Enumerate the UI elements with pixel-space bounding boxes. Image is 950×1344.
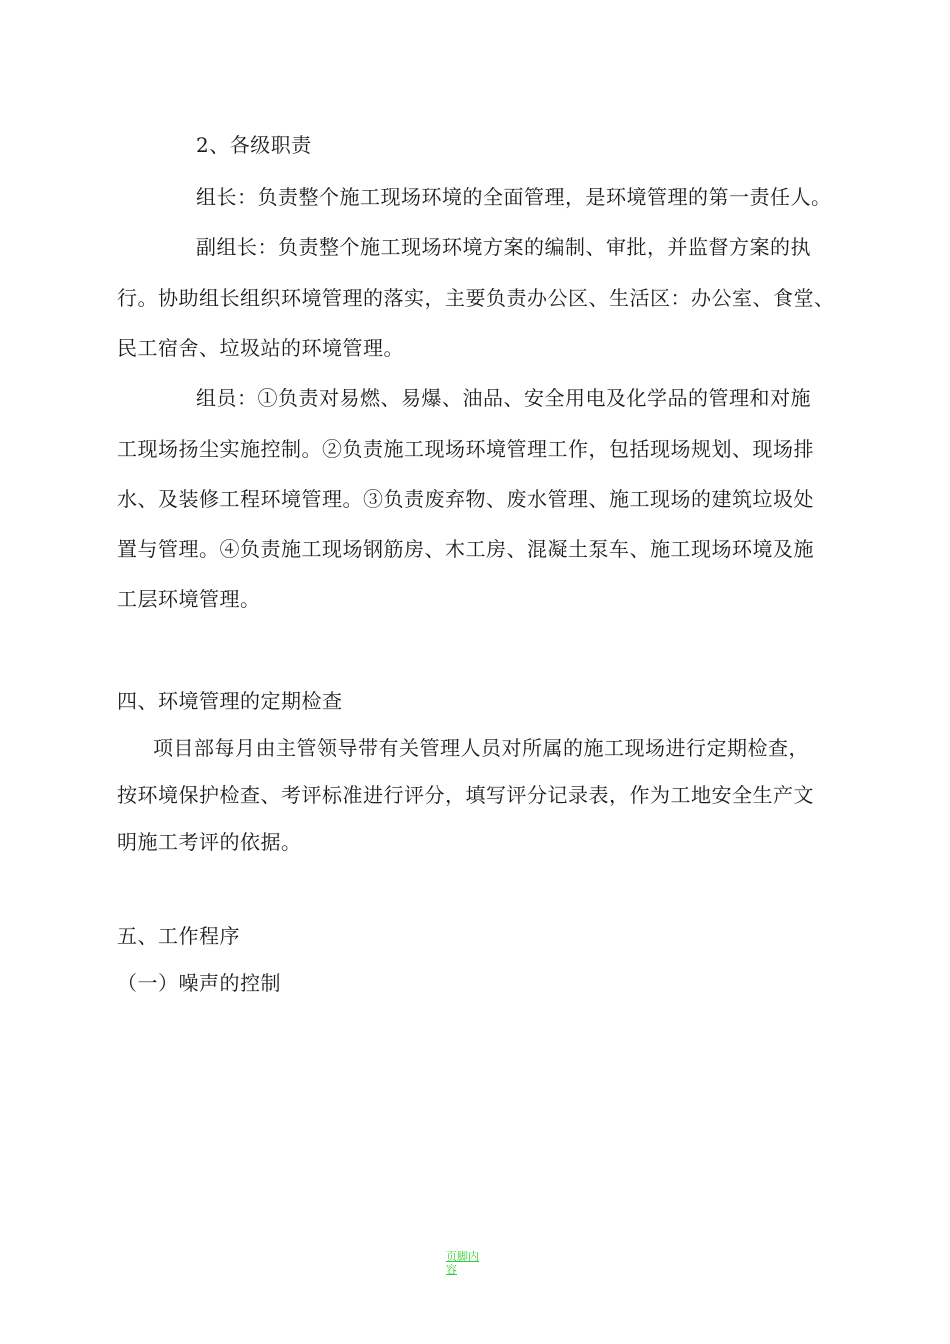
member-paragraph-line-3: 水、及装修工程环境管理。③负责废弃物、废水管理、施工现场的建筑垃圾处	[117, 487, 814, 511]
member-paragraph-line-1: 组员：①负责对易燃、易爆、油品、安全用电及化学品的管理和对施	[196, 386, 811, 410]
inspection-paragraph-line-2: 按环境保护检查、考评标准进行评分，填写评分记录表，作为工地安全生产文	[117, 783, 814, 807]
page-footer: 页脚内容	[446, 1250, 479, 1276]
member-paragraph-line-4: 置与管理。④负责施工现场钢筋房、木工房、混凝土泵车、施工现场环境及施	[117, 537, 814, 561]
deputy-paragraph-line-2: 行。协助组长组织环境管理的落实，主要负责办公区、生活区：办公室、食堂、	[117, 286, 835, 310]
inspection-paragraph-line-1: 项目部每月由主管领导带有关管理人员对所属的施工现场进行定期检查，	[153, 736, 809, 760]
member-paragraph-line-5: 工层环境管理。	[117, 587, 261, 611]
leader-paragraph: 组长：负责整个施工现场环境的全面管理，是环境管理的第一责任人。	[196, 185, 832, 209]
section-4-heading: 四、环境管理的定期检查	[117, 689, 343, 713]
section-5-heading: 五、工作程序	[117, 924, 240, 948]
inspection-paragraph-line-3: 明施工考评的依据。	[117, 830, 302, 854]
subsection-1-heading: （一）噪声的控制	[117, 971, 281, 995]
section-2-heading: 2、各级职责	[196, 133, 312, 157]
member-paragraph-line-2: 工现场扬尘实施控制。②负责施工现场环境管理工作，包括现场规划、现场排	[117, 437, 814, 461]
deputy-paragraph-line-1: 副组长：负责整个施工现场环境方案的编制、审批，并监督方案的执	[196, 235, 811, 259]
deputy-paragraph-line-3: 民工宿舍、垃圾站的环境管理。	[117, 336, 404, 360]
